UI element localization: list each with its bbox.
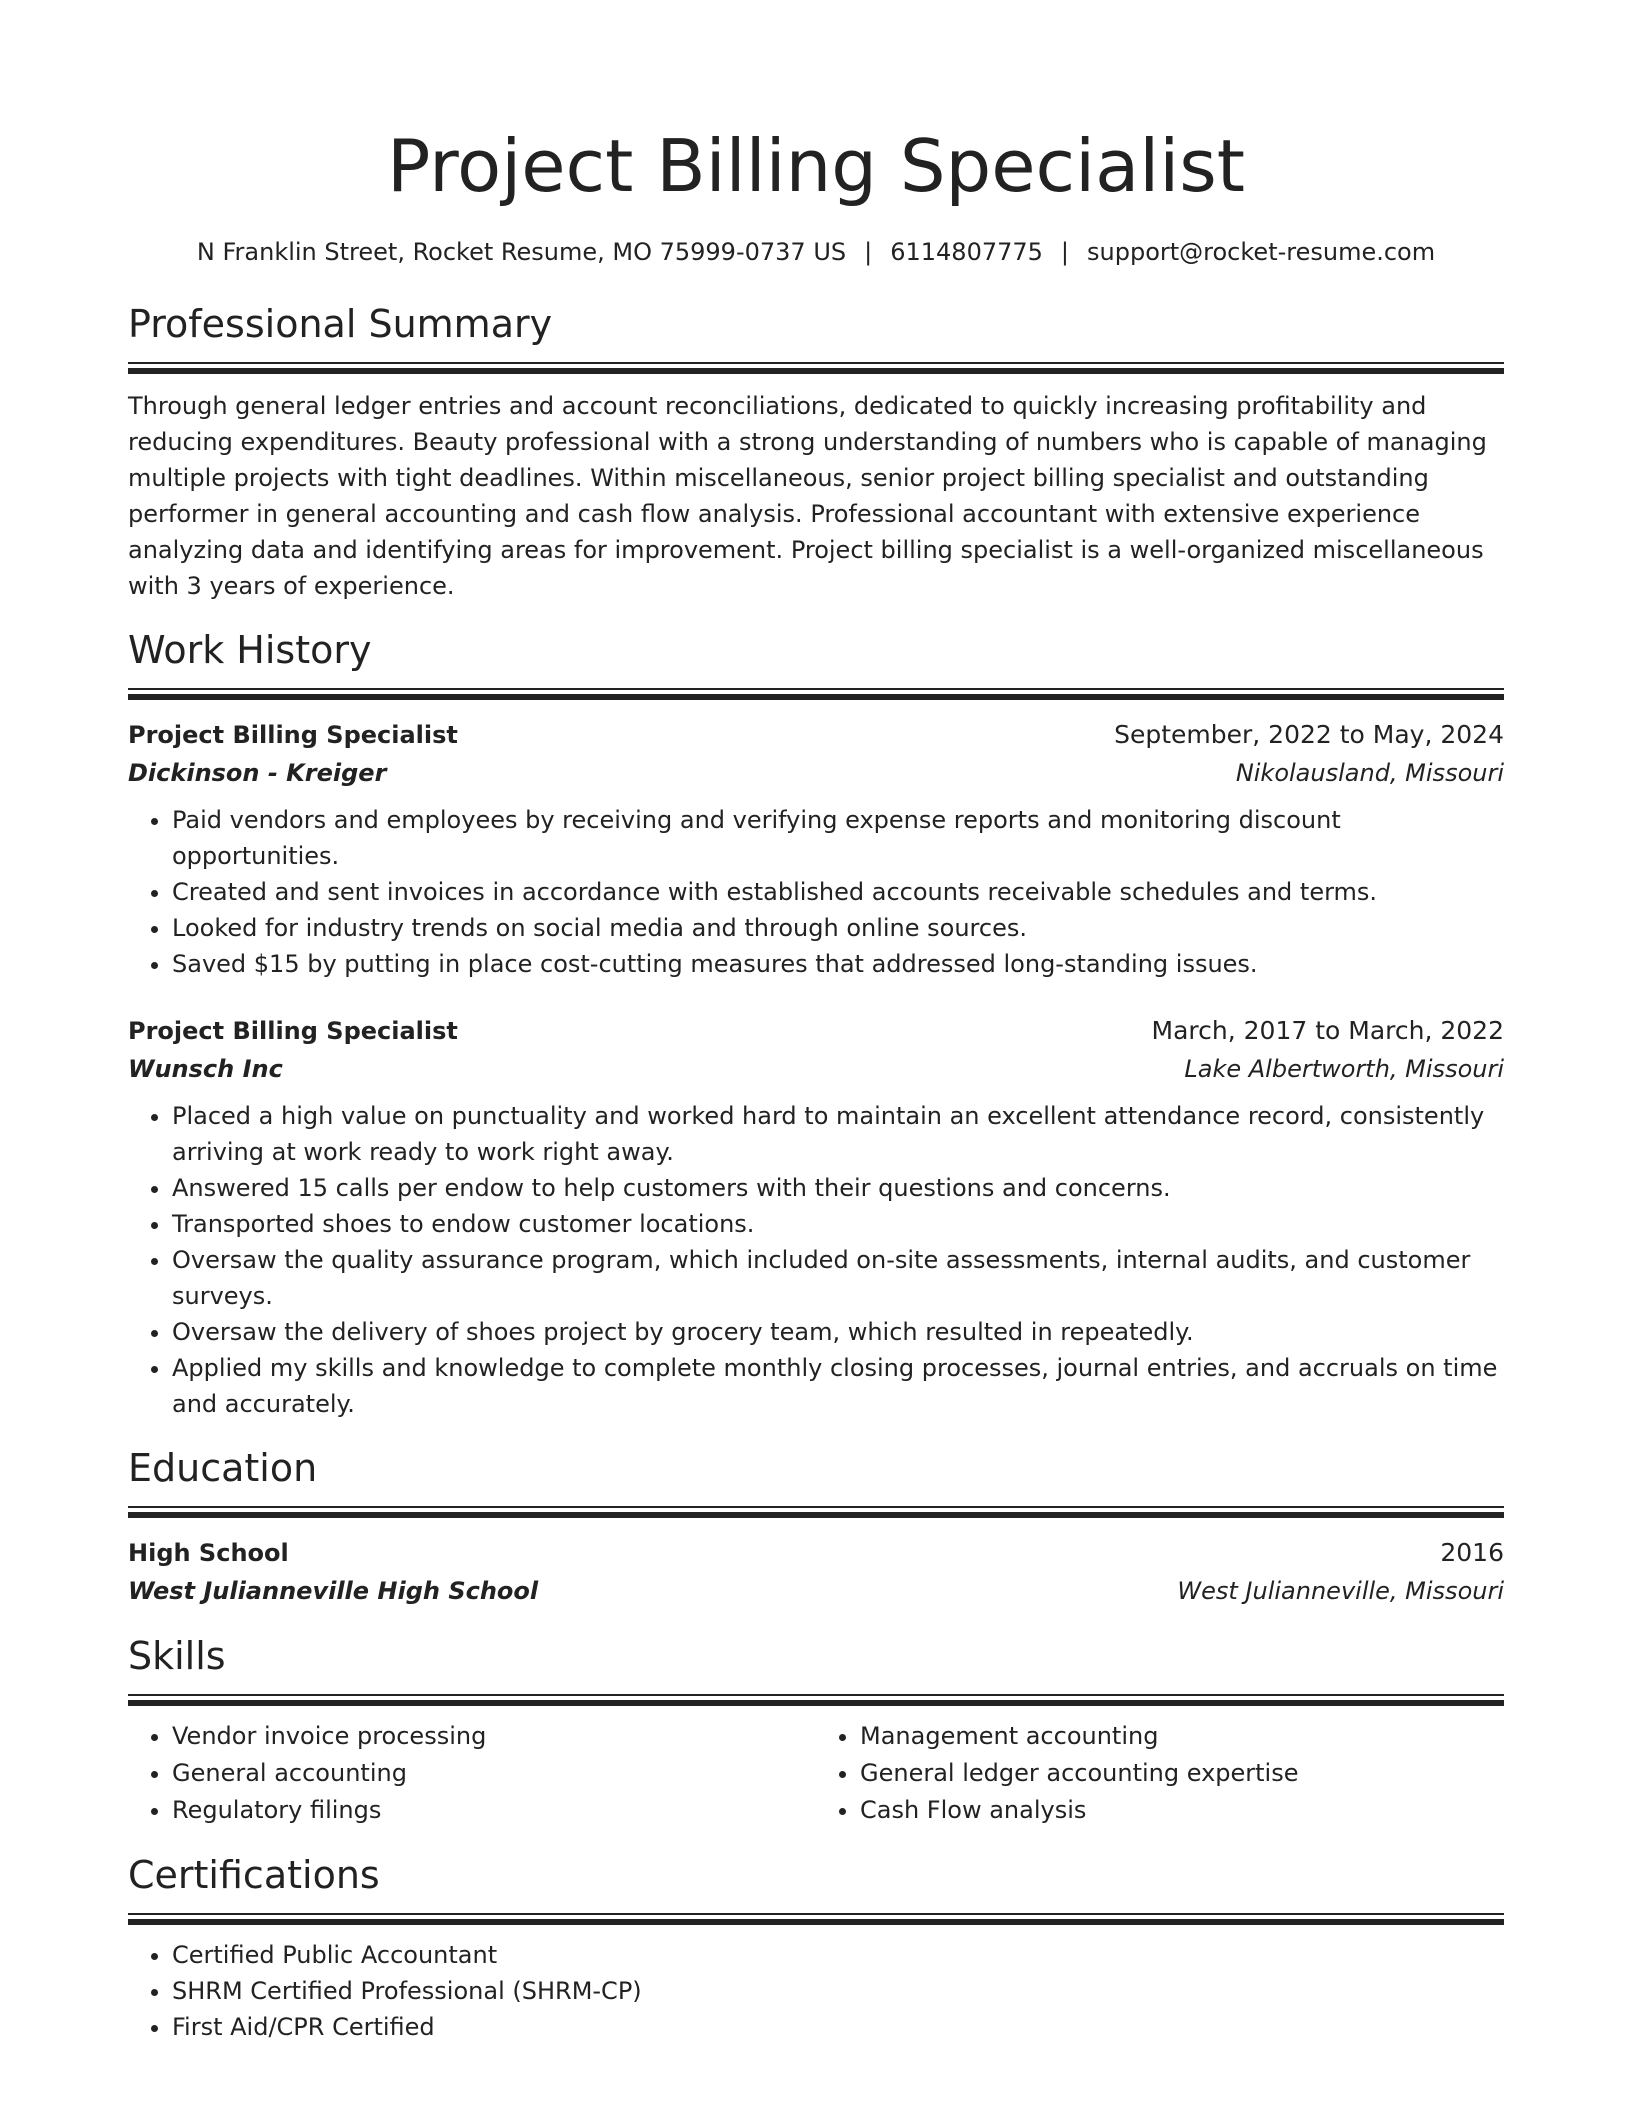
job-dates: September, 2022 to May, 2024 [1114,720,1504,749]
section-divider [128,1913,1504,1925]
job-header [128,716,1504,754]
education-subheader [128,1572,1504,1610]
contact-address: N Franklin Street, Rocket Resume, MO 75999-0737 US [196,238,847,266]
skills-column-right [816,1718,1504,1829]
certification-item: • Certified Public Accountant [172,1937,1504,1973]
certification-list [128,1937,1504,2045]
contact-phone: 6114807775 [890,238,1043,266]
contact-separator: | [1060,238,1070,266]
job-bullets [128,1098,1504,1422]
job-bullet: • Created and sent invoices in accordance with established accounts receivable schedules and terms. [172,874,1504,910]
skill-item: • Vendor invoice processing [172,1718,816,1755]
skill-item: • Cash Flow analysis [860,1792,1504,1829]
job-location: Lake Albertworth, Missouri [1184,1055,1504,1083]
job-subheader [128,1050,1504,1088]
job-location: Nikolausland, Missouri [1235,759,1504,787]
job-entry [128,716,1504,982]
skill-item: • General ledger accounting expertise [860,1755,1504,1792]
certification-item: • SHRM Certified Professional (SHRM-CP) [172,1973,1504,2009]
job-role: Project Billing Specialist [128,721,458,749]
work-section [128,626,1504,1422]
section-title-work: Work History [128,628,372,672]
job-bullet: • Oversaw the quality assurance program, which included on-site assessments, internal audits, and customer surveys. [172,1242,1504,1314]
section-title-skills: Skills [128,1634,226,1678]
section-title-summary: Professional Summary [128,302,553,346]
job-dates: March, 2017 to March, 2022 [1151,1016,1504,1045]
education-entry [128,1534,1504,1610]
section-divider [128,1694,1504,1706]
skill-item: • General accounting [172,1755,816,1792]
job-bullet: • Answered 15 calls per endow to help customers with their questions and concerns. [172,1170,1504,1206]
resume-name: Project Billing Specialist [386,124,1246,208]
job-bullet: • Transported shoes to endow customer locations. [172,1206,1504,1242]
summary-section [128,300,1504,604]
certifications-section [128,1851,1504,2045]
section-divider [128,362,1504,374]
skills-section [128,1632,1504,1829]
job-subheader [128,754,1504,792]
certification-item: • First Aid/CPR Certified [172,2009,1504,2045]
job-bullet: • Saved $15 by putting in place cost-cutting measures that addressed long-standing issues. [172,946,1504,982]
education-location: West Julianneville, Missouri [1177,1577,1504,1605]
job-bullet: • Looked for industry trends on social media and through online sources. [172,910,1504,946]
skill-item: • Regulatory filings [172,1792,816,1829]
job-bullet: • Applied my skills and knowledge to complete monthly closing processes, journal entries, and accruals on time and accurately. [172,1350,1504,1422]
job-bullet: • Placed a high value on punctuality and worked hard to maintain an excellent attendance record, consistently arriving at work ready to work right away. [172,1098,1504,1170]
contact-separator: | [864,238,873,266]
job-entry [128,1012,1504,1422]
section-divider [128,688,1504,700]
job-role: Project Billing Specialist [128,1017,458,1045]
job-header [128,1012,1504,1050]
section-title-education: Education [128,1446,318,1490]
section-title-certifications: Certifications [128,1853,380,1897]
contact-email: support@rocket-resume.com [1087,238,1436,266]
job-bullets [128,802,1504,982]
education-year: 2016 [1440,1538,1504,1567]
summary-text: Through general ledger entries and account reconciliations, dedicated to quickly increasing profitability and reducing expenditures. Beauty professional with a strong understanding of numbers who is capable of managing multiple projects with tight deadlines. Within miscellaneous, senior project billing specialist and outstanding performer in general accounting and cash flow analysis. Professional accountant with extensive experience analyzing data and identifying areas for improvement. Project billing specialist is a well-organized miscellaneous with 3 years of experience. [128,392,1487,600]
skill-item: • Management accounting [860,1718,1504,1755]
job-company: Dickinson - Kreiger [128,759,387,787]
skills-column-left [128,1718,816,1829]
education-school: West Julianneville High School [128,1577,539,1605]
skills-grid [128,1718,1504,1829]
job-company: Wunsch Inc [128,1055,283,1083]
contact-line [128,236,1504,268]
section-divider [128,1506,1504,1518]
education-degree: High School [128,1539,289,1567]
job-bullet: • Paid vendors and employees by receiving and verifying expense reports and monitoring discount opportunities. [172,802,1504,874]
education-section [128,1444,1504,1610]
job-bullet: • Oversaw the delivery of shoes project by grocery team, which resulted in repeatedly. [172,1314,1504,1350]
education-header [128,1534,1504,1572]
